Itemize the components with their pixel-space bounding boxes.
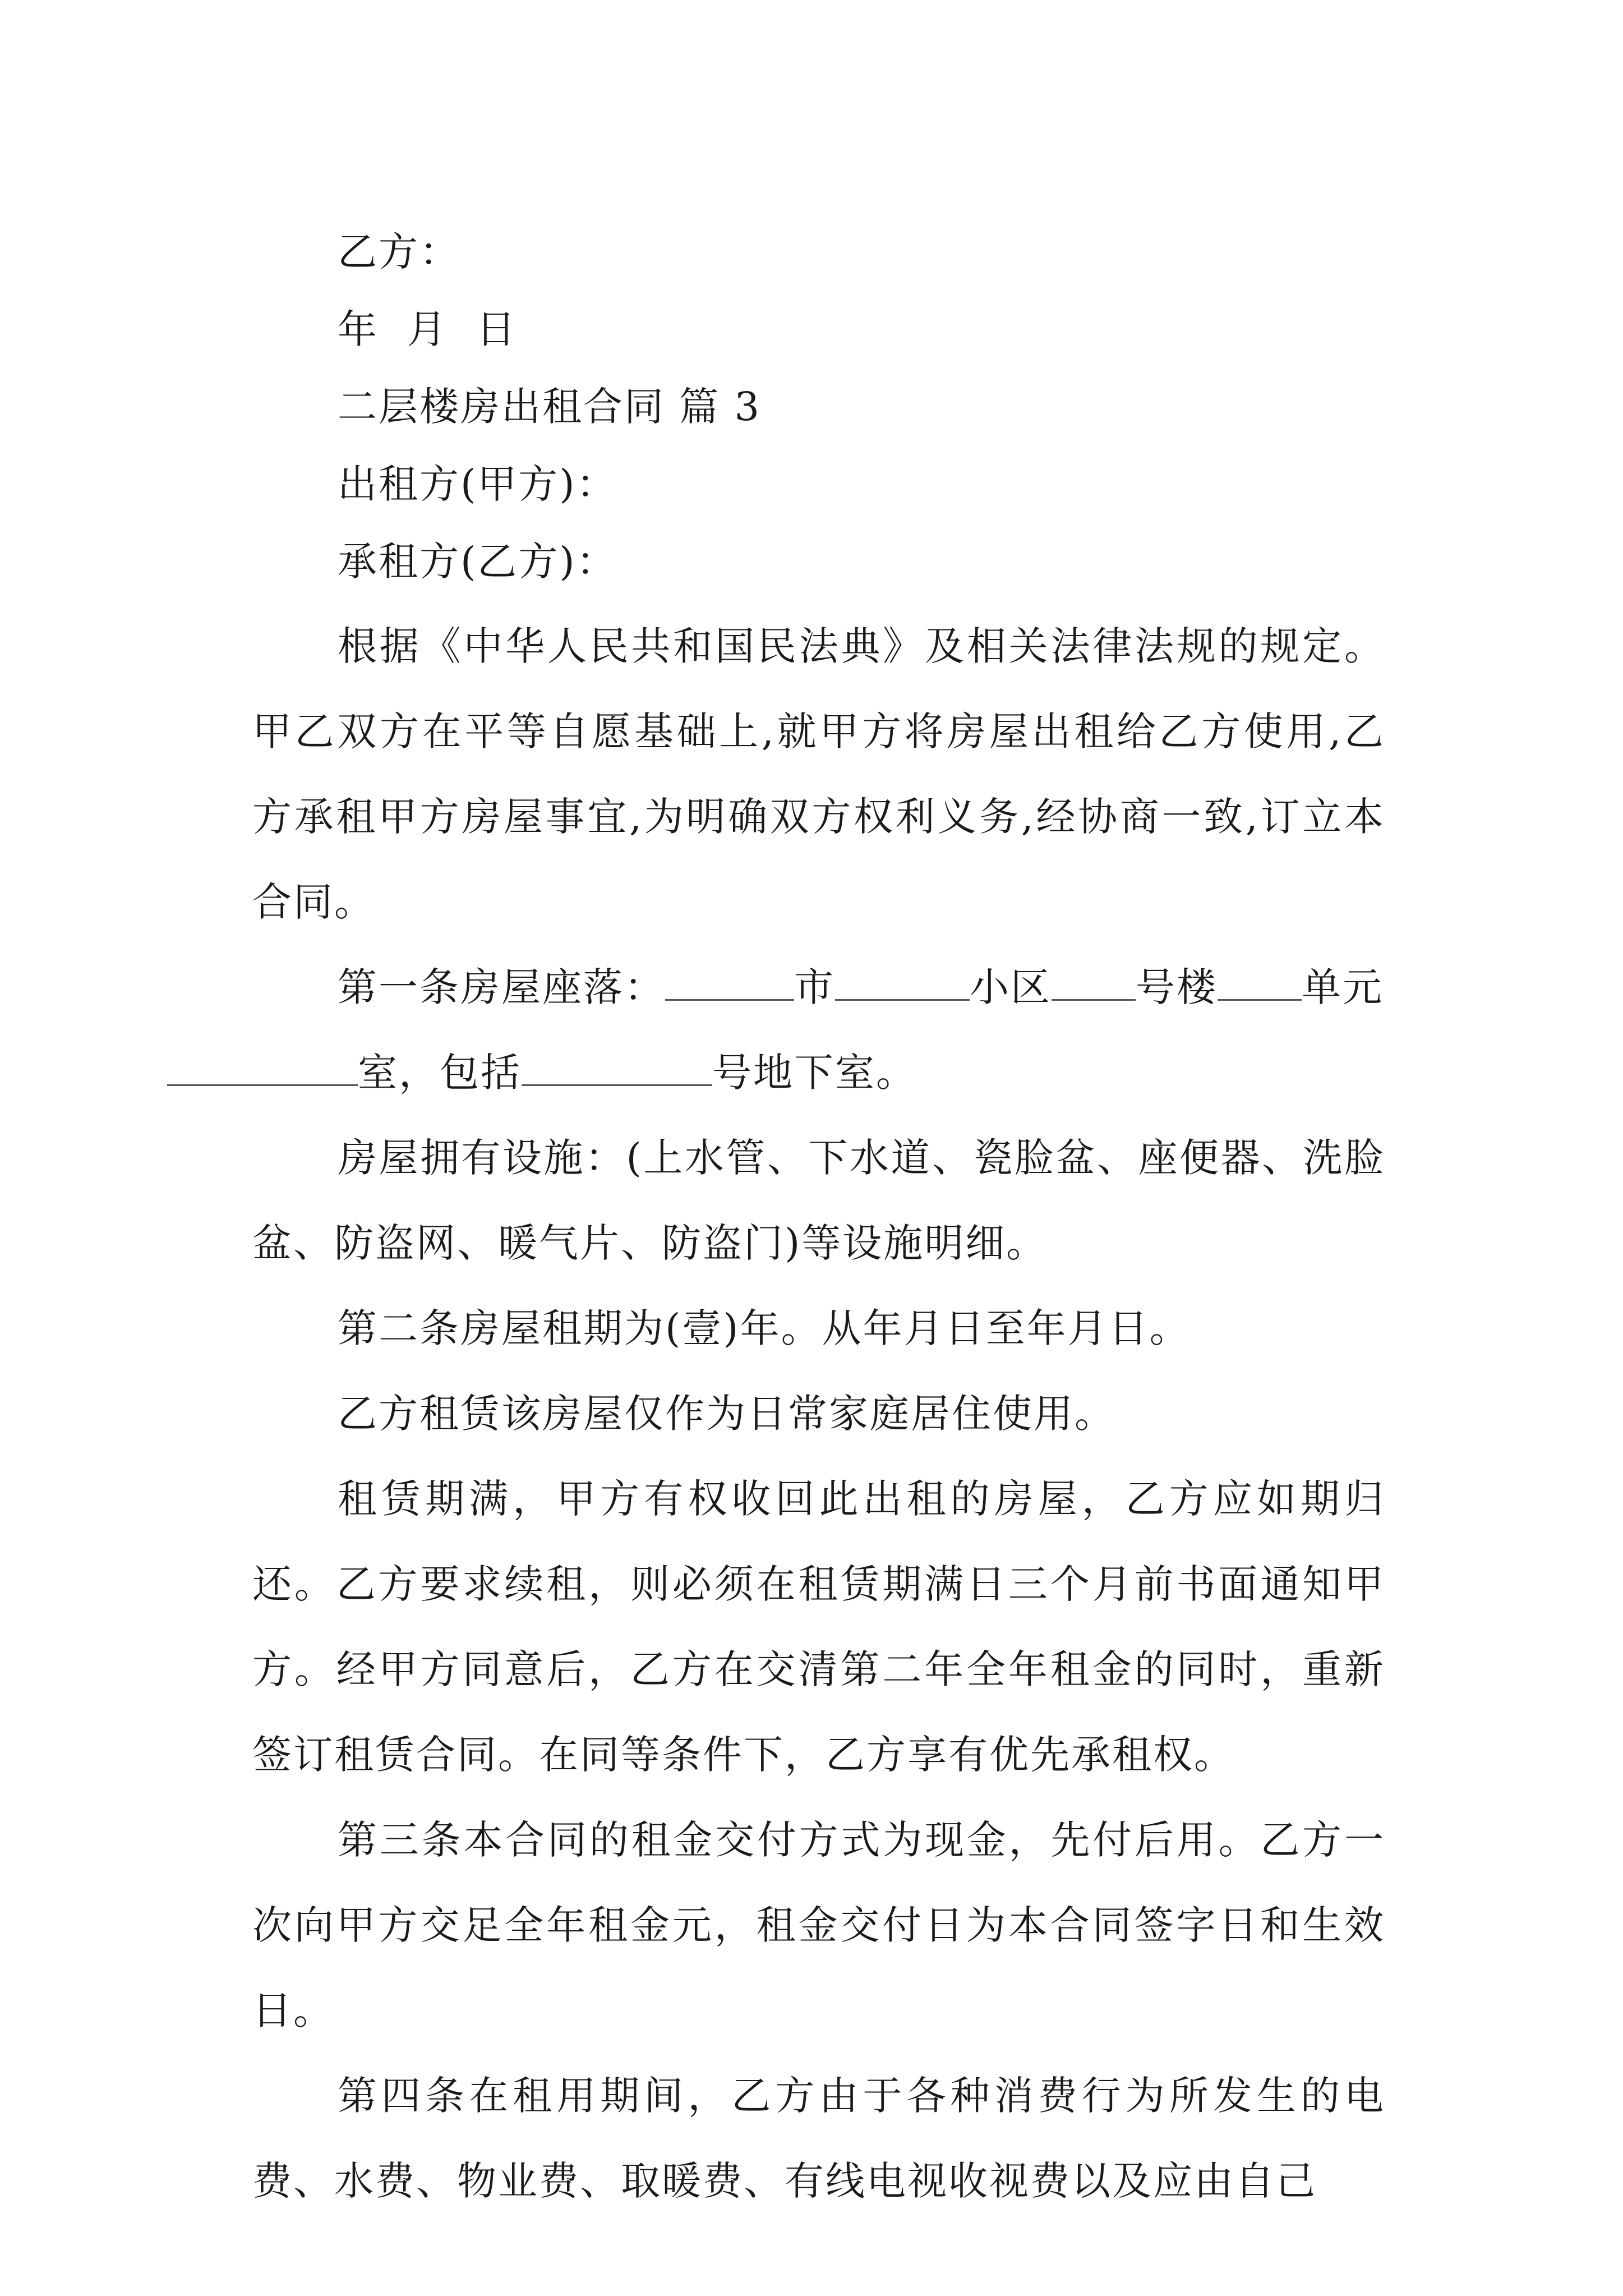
party-b-signature-line: 乙方： <box>338 229 460 275</box>
article-1-paragraph <box>252 945 1385 1115</box>
city-label: 市 <box>794 964 835 1010</box>
article-2-paragraph: 第二条房屋租期为(壹)年。从年月日至年月日。 <box>338 1305 1191 1351</box>
basement-label: 号地下室。 <box>712 1050 917 1096</box>
article-4-paragraph: 第四条在租用期间，乙方由于各种消费行为所发生的电费、水费、物业费、取暖费、有线电视收视费以及应由自己 <box>252 2073 1385 2204</box>
lessor-line: 出租方(甲方)： <box>338 461 617 507</box>
blank-field <box>1052 967 1136 1001</box>
facilities-paragraph: 房屋拥有设施：(上水管、下水道、瓷脸盆、座便器、洗脸盆、防盗网、暖气片、防盗门)等设施明细。 <box>252 1135 1385 1266</box>
preamble-paragraph: 根据《中华人民共和国民法典》及相关法律法规的规定。甲乙双方在平等自愿基础上,就甲方将房屋出租给乙方使用,乙方承租甲方房屋事宜,为明确双方权利义务,经协商一致,订立本合同。 <box>252 623 1385 925</box>
unit-label: 单元 <box>1302 964 1384 1010</box>
expiry-paragraph: 租赁期满，甲方有权收回此出租的房屋，乙方应如期归还。乙方要求续租，则必须在租赁期满日三个月前书面通知甲方。经甲方同意后，乙方在交清第二年全年租金的同时，重新签订租赁合同。在同等条件下，乙方享有优先承租权。 <box>252 1476 1385 1778</box>
community-label: 小区 <box>970 964 1052 1010</box>
lessee-line: 承租方(乙方)： <box>338 539 617 585</box>
building-label: 号楼 <box>1136 964 1218 1010</box>
usage-paragraph: 乙方租赁该房屋仅作为日常家庭居住使用。 <box>338 1391 1115 1437</box>
date-line: 年 月 日 <box>338 306 518 352</box>
blank-field <box>167 1052 358 1086</box>
room-label: 室，包括 <box>358 1050 522 1096</box>
blank-field <box>835 967 970 1001</box>
blank-field <box>665 967 794 1001</box>
blank-field <box>522 1052 712 1086</box>
document-body <box>252 213 1385 2224</box>
blank-field <box>1218 967 1302 1001</box>
article-3-paragraph: 第三条本合同的租金交付方式为现金，先付后用。乙方一次向甲方交足全年租金元，租金交付日为本合同签字日和生效日。 <box>252 1817 1385 2033</box>
contract-title: 二层楼房出租合同 篇 3 <box>338 384 762 430</box>
article-1-label: 第一条房屋座落： <box>338 964 665 1010</box>
